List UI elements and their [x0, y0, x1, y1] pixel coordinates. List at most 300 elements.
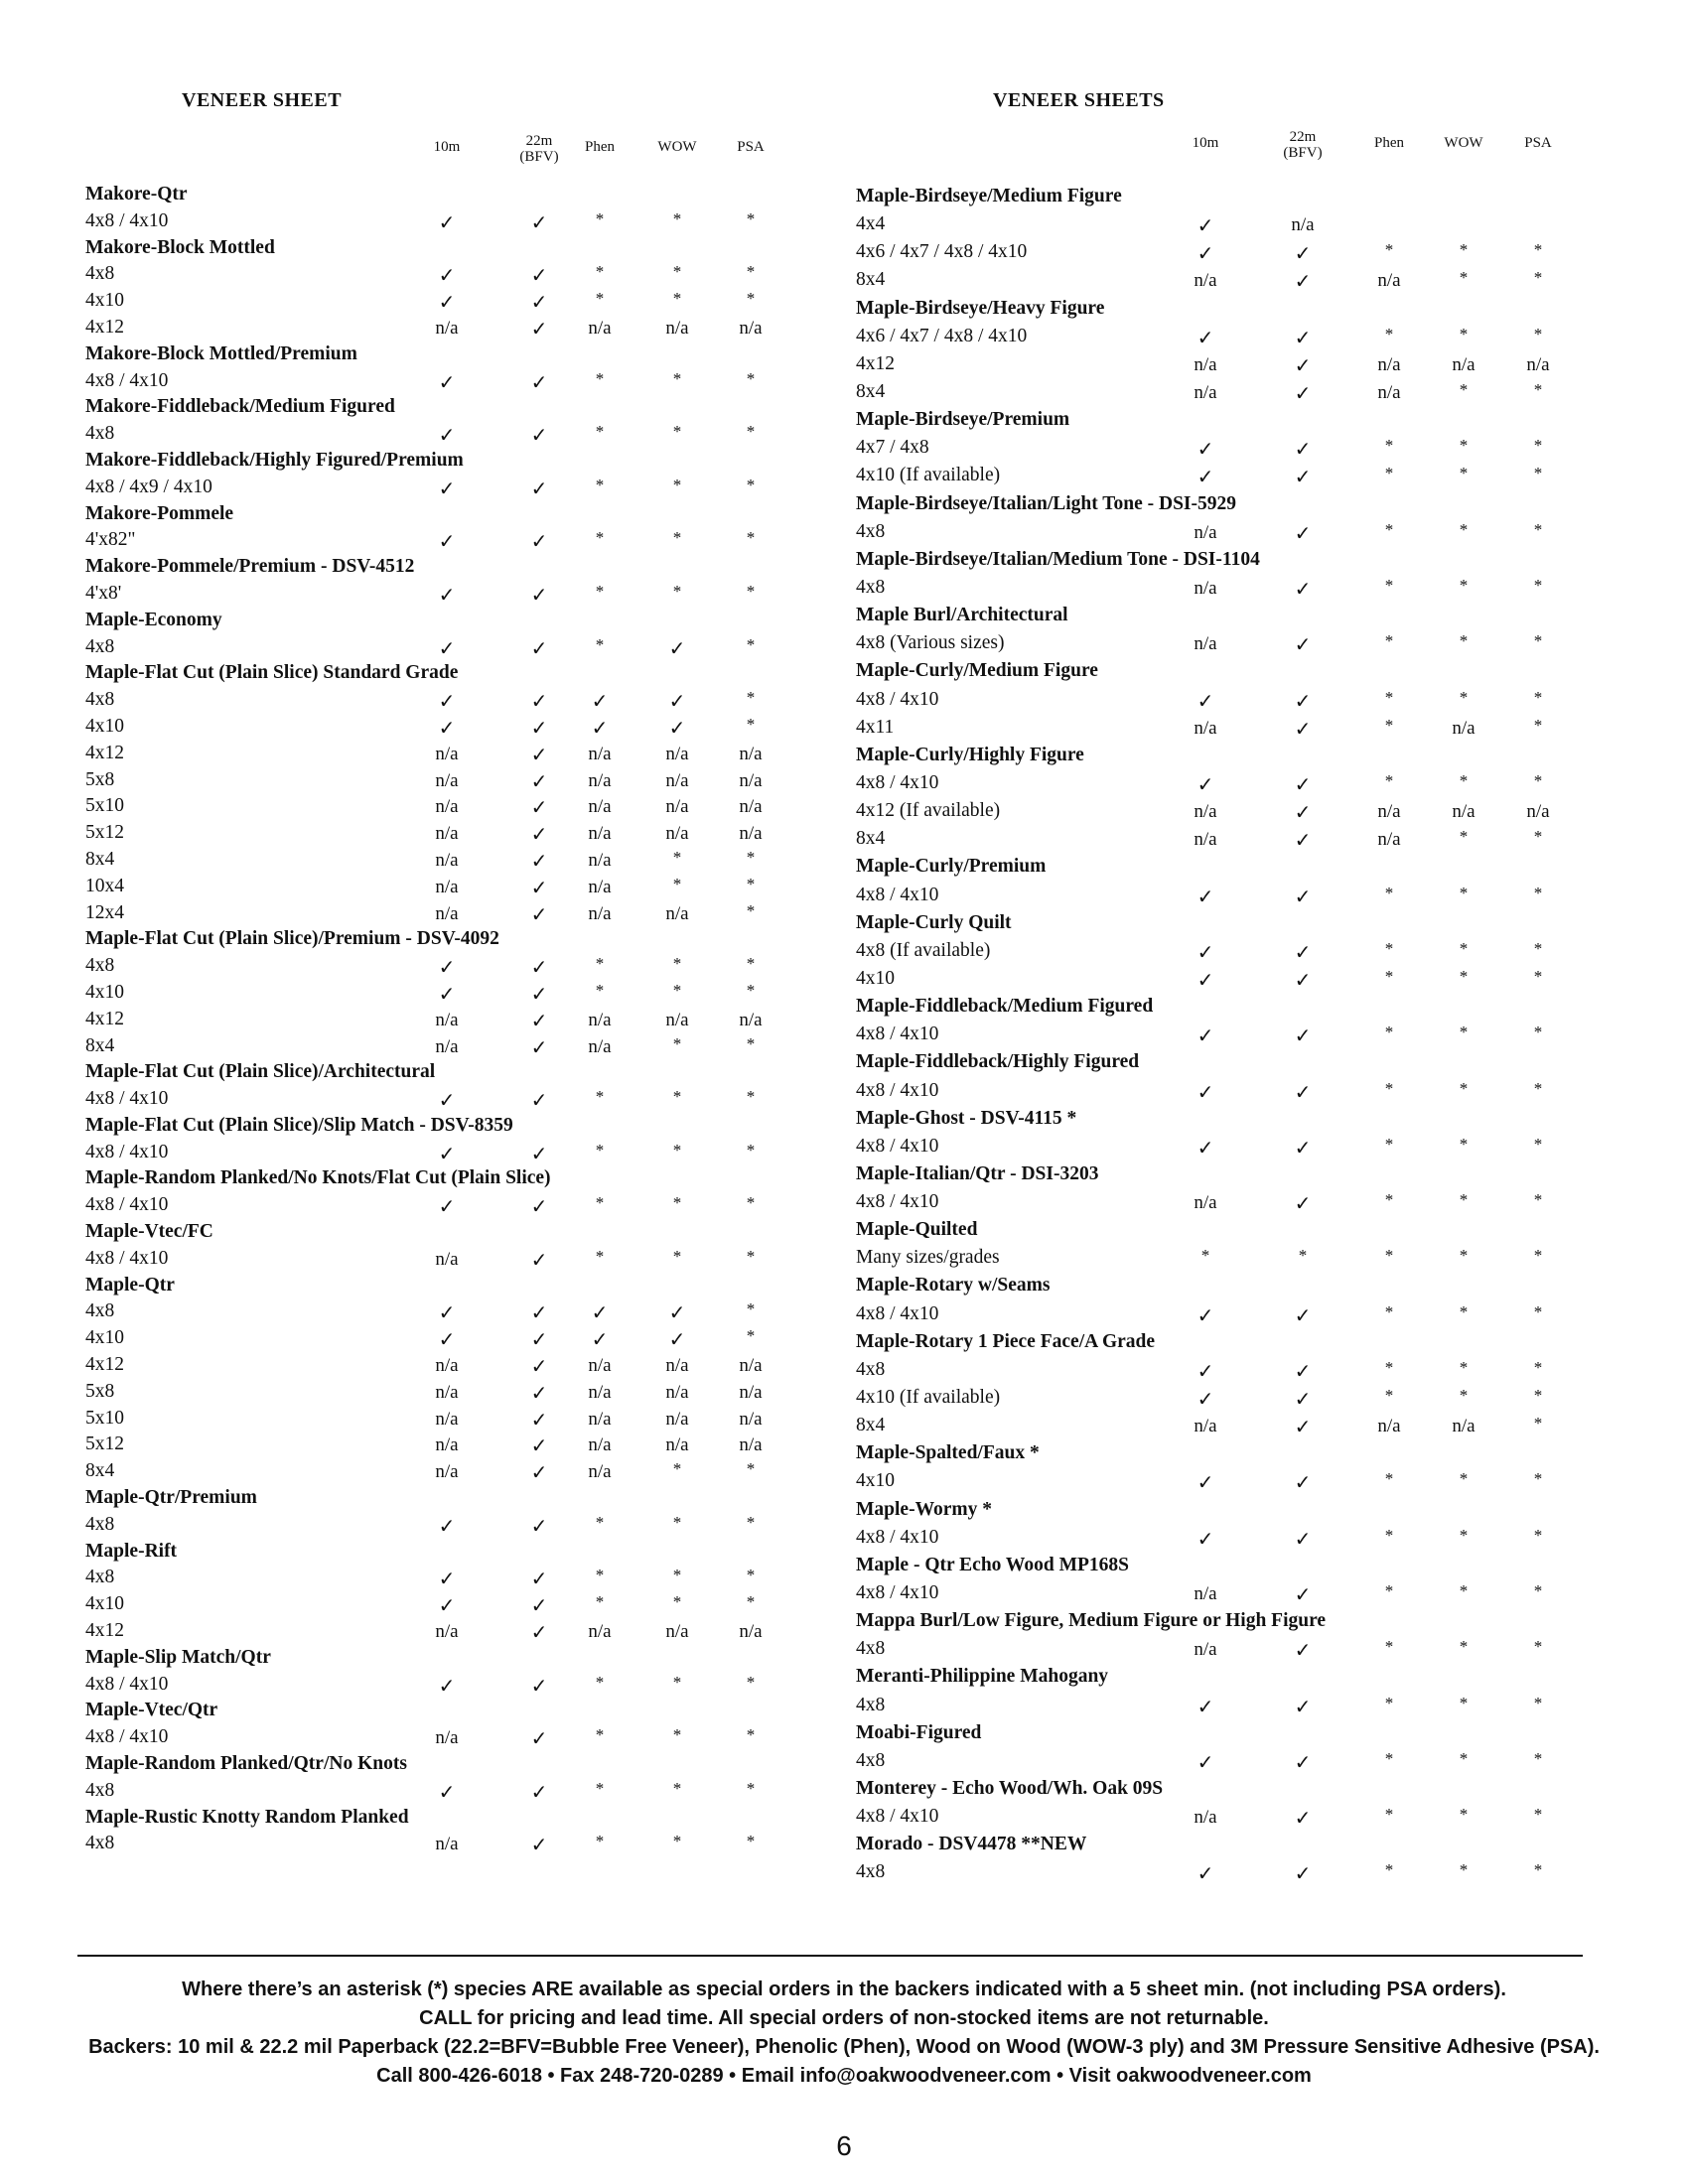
special-order-asterisk: *	[1533, 827, 1543, 847]
species-name: Maple-Curly/Premium	[856, 856, 1047, 878]
species-name: Maple-Vtec/Qtr	[85, 1700, 218, 1721]
size-label: 4x6 / 4x7 / 4x8 / 4x10	[856, 241, 1028, 263]
checkmark-icon: ✓	[1196, 1024, 1214, 1048]
checkmark-icon: ✓	[1294, 1024, 1312, 1048]
checkmark-icon: ✓	[438, 955, 456, 980]
special-order-asterisk: *	[672, 980, 682, 1000]
size-label: 4x12 (If available)	[856, 800, 1001, 822]
not-available-cell: n/a	[435, 1727, 459, 1749]
special-order-asterisk: *	[1459, 1637, 1469, 1657]
special-order-asterisk: *	[1459, 1469, 1469, 1489]
special-order-asterisk: *	[1459, 883, 1469, 902]
not-available-cell: n/a	[1194, 577, 1217, 599]
not-available-cell: n/a	[1194, 829, 1217, 851]
checkmark-icon: ✓	[668, 1327, 686, 1352]
special-order-asterisk: *	[1384, 715, 1394, 735]
size-label: 4x8 / 4x10	[856, 1806, 939, 1828]
special-order-asterisk: *	[672, 1592, 682, 1612]
checkmark-icon: ✓	[1294, 967, 1312, 992]
checkmark-icon: ✓	[1294, 1415, 1312, 1439]
special-order-asterisk: *	[595, 262, 605, 282]
species-name: Mappa Burl/Low Figure, Medium Figure or High Figure	[856, 1610, 1327, 1632]
special-order-asterisk: *	[595, 1193, 605, 1213]
special-order-asterisk: *	[595, 1140, 605, 1160]
size-label: 8x4	[85, 848, 115, 870]
species-name: Maple-Economy	[85, 609, 222, 630]
not-available-cell: n/a	[665, 823, 689, 845]
checkmark-icon: ✓	[530, 689, 548, 714]
checkmark-icon: ✓	[1294, 465, 1312, 489]
special-order-asterisk: *	[595, 475, 605, 494]
checkmark-icon: ✓	[1294, 241, 1312, 266]
checkmark-icon: ✓	[1294, 1582, 1312, 1607]
special-order-asterisk: *	[672, 262, 682, 282]
not-available-cell: n/a	[588, 849, 612, 871]
checkmark-icon: ✓	[668, 689, 686, 714]
right-table-title: VENEER SHEETS	[993, 89, 1165, 111]
footer-line-asterisk: Where there’s an asterisk (*) species ARE available as special orders in the backers indicated with a 5 sheet min. (not including PSA orders).	[182, 1979, 1506, 2000]
checkmark-icon: ✓	[1294, 1638, 1312, 1663]
not-available-cell: n/a	[435, 1461, 459, 1483]
size-label: 4x8	[856, 576, 886, 598]
checkmark-icon: ✓	[668, 1300, 686, 1325]
checkmark-icon: ✓	[1196, 967, 1214, 992]
footer-divider	[77, 1955, 1583, 1957]
checkmark-icon: ✓	[438, 1593, 456, 1618]
not-available-cell: n/a	[1194, 381, 1217, 403]
species-name: Maple-Birdseye/Premium	[856, 409, 1070, 431]
special-order-asterisk: *	[595, 954, 605, 974]
special-order-asterisk: *	[1459, 1357, 1469, 1377]
size-label: 4x10	[85, 981, 124, 1003]
special-order-asterisk: *	[672, 1566, 682, 1585]
checkmark-icon: ✓	[530, 981, 548, 1006]
species-name: Maple-Fiddleback/Highly Figured	[856, 1051, 1140, 1073]
special-order-asterisk: *	[1459, 1301, 1469, 1321]
size-label: 5x8	[85, 768, 115, 790]
checkmark-icon: ✓	[1294, 269, 1312, 294]
special-order-asterisk: *	[746, 1832, 756, 1851]
checkmark-icon: ✓	[530, 1141, 548, 1165]
checkmark-icon: ✓	[530, 209, 548, 234]
special-order-asterisk: *	[1459, 575, 1469, 595]
checkmark-icon: ✓	[530, 768, 548, 793]
not-available-cell: n/a	[435, 1834, 459, 1855]
right-column-header: WOW	[1444, 135, 1483, 151]
not-available-cell: n/a	[435, 743, 459, 764]
checkmark-icon: ✓	[1294, 800, 1312, 825]
not-available-cell: n/a	[435, 769, 459, 791]
size-label: 5x8	[85, 1380, 115, 1402]
checkmark-icon: ✓	[530, 529, 548, 554]
not-available-cell: n/a	[1452, 353, 1476, 375]
special-order-asterisk: *	[1384, 1190, 1394, 1210]
species-name: Maple-Italian/Qtr - DSI-3203	[856, 1162, 1099, 1184]
size-label: 4'x8'	[85, 582, 122, 604]
size-label: 4x8 / 4x10	[856, 1526, 939, 1548]
not-available-cell: n/a	[739, 796, 763, 818]
species-name: Maple-Rotary w/Seams	[856, 1275, 1051, 1297]
checkmark-icon: ✓	[1294, 1079, 1312, 1104]
special-order-asterisk: *	[1533, 268, 1543, 288]
special-order-asterisk: *	[595, 528, 605, 548]
checkmark-icon: ✓	[530, 715, 548, 740]
special-order-asterisk: *	[672, 1672, 682, 1692]
special-order-asterisk: *	[746, 900, 756, 920]
special-order-asterisk: *	[1533, 1525, 1543, 1545]
special-order-asterisk: *	[1459, 379, 1469, 399]
special-order-asterisk: *	[595, 1087, 605, 1107]
checkmark-icon: ✓	[530, 1567, 548, 1591]
species-name: Maple-Flat Cut (Plain Slice)/Architectural	[85, 1061, 436, 1083]
species-name: Maple-Random Planked/No Knots/Flat Cut (Plain Slice)	[85, 1167, 551, 1189]
not-available-cell: n/a	[1377, 1416, 1401, 1437]
special-order-asterisk: *	[1533, 1469, 1543, 1489]
special-order-asterisk: *	[595, 1246, 605, 1266]
right-column-header: 22m (BFV)	[1283, 129, 1323, 161]
left-column-header: PSA	[737, 139, 765, 155]
size-label: 4x8	[856, 1638, 886, 1660]
checkmark-icon: ✓	[1294, 716, 1312, 741]
not-available-cell: n/a	[739, 1434, 763, 1456]
size-label: 4x8 / 4x10	[856, 1582, 939, 1604]
checkmark-icon: ✓	[438, 1327, 456, 1352]
size-label: 4x8 / 4x10	[85, 1141, 169, 1162]
checkmark-icon: ✓	[1294, 1749, 1312, 1774]
checkmark-icon: ✓	[438, 981, 456, 1006]
special-order-asterisk: *	[1459, 464, 1469, 483]
special-order-asterisk: *	[1533, 1134, 1543, 1154]
special-order-asterisk: *	[1533, 1805, 1543, 1825]
not-available-cell: n/a	[739, 1009, 763, 1030]
checkmark-icon: ✓	[530, 1433, 548, 1458]
species-name: Maple-Slip Match/Qtr	[85, 1646, 271, 1668]
not-available-cell: n/a	[1194, 521, 1217, 543]
checkmark-icon: ✓	[1294, 1694, 1312, 1718]
checkmark-icon: ✓	[530, 1300, 548, 1325]
size-label: 4x12	[85, 1620, 124, 1642]
size-label: 4x4	[856, 213, 886, 235]
size-label: 4x8	[85, 689, 115, 711]
checkmark-icon: ✓	[530, 795, 548, 820]
not-available-cell: n/a	[739, 823, 763, 845]
size-label: 4x8	[85, 635, 115, 657]
checkmark-icon: ✓	[530, 875, 548, 899]
checkmark-icon: ✓	[438, 529, 456, 554]
special-order-asterisk: *	[1533, 1414, 1543, 1433]
checkmark-icon: ✓	[668, 715, 686, 740]
size-label: 4x10 (If available)	[856, 465, 1001, 486]
special-order-asterisk: *	[1384, 324, 1394, 343]
checkmark-icon: ✓	[1196, 1526, 1214, 1551]
not-available-cell: n/a	[435, 1408, 459, 1430]
species-name: Maple-Curly Quilt	[856, 911, 1012, 933]
checkmark-icon: ✓	[591, 689, 609, 714]
special-order-asterisk: *	[672, 475, 682, 494]
special-order-asterisk: *	[1533, 1386, 1543, 1406]
not-available-cell: n/a	[1452, 1416, 1476, 1437]
checkmark-icon: ✓	[530, 1460, 548, 1485]
special-order-asterisk: *	[1533, 1693, 1543, 1712]
special-order-asterisk: *	[746, 1246, 756, 1266]
not-available-cell: n/a	[588, 876, 612, 897]
size-label: 5x12	[85, 822, 124, 844]
checkmark-icon: ✓	[438, 1673, 456, 1698]
species-name: Maple-Flat Cut (Plain Slice) Standard Grade	[85, 662, 459, 684]
special-order-asterisk: *	[1384, 436, 1394, 456]
checkmark-icon: ✓	[530, 1620, 548, 1645]
species-name: Maple-Birdseye/Heavy Figure	[856, 297, 1105, 319]
checkmark-icon: ✓	[530, 1327, 548, 1352]
special-order-asterisk: *	[746, 980, 756, 1000]
special-order-asterisk: *	[672, 528, 682, 548]
checkmark-icon: ✓	[1196, 1470, 1214, 1495]
footer-line-backers: Backers: 10 mil & 22.2 mil Paperback (22.2=BFV=Bubble Free Veneer), Phenolic (Phen), Wood on Wood (WOW-3 ply) and 3M Pressure Sensitive Adhesive (PSA).	[88, 2036, 1600, 2058]
species-name: Maple-Rustic Knotty Random Planked	[85, 1806, 409, 1828]
not-available-cell: n/a	[588, 796, 612, 818]
species-name: Meranti-Philippine Mahogany	[856, 1666, 1109, 1688]
size-label: 4x10	[85, 715, 124, 737]
special-order-asterisk: *	[746, 1087, 756, 1107]
not-available-cell: n/a	[1452, 801, 1476, 823]
checkmark-icon: ✓	[530, 1354, 548, 1379]
not-available-cell: n/a	[665, 1381, 689, 1403]
checkmark-icon: ✓	[438, 476, 456, 500]
checkmark-icon: ✓	[1196, 1749, 1214, 1774]
species-name: Maple-Wormy *	[856, 1498, 993, 1520]
special-order-asterisk: *	[1533, 1301, 1543, 1321]
size-label: 4x8	[85, 423, 115, 445]
special-order-asterisk: *	[1459, 631, 1469, 651]
checkmark-icon: ✓	[438, 582, 456, 607]
not-available-cell: n/a	[588, 823, 612, 845]
special-order-asterisk: *	[1533, 687, 1543, 707]
special-order-asterisk: *	[1459, 827, 1469, 847]
size-label: 4x10	[85, 1327, 124, 1349]
checkmark-icon: ✓	[530, 822, 548, 847]
special-order-asterisk: *	[746, 422, 756, 442]
special-order-asterisk: *	[595, 980, 605, 1000]
size-label: 4x10 (If available)	[856, 1387, 1001, 1409]
size-label: 4x8 / 4x10	[85, 1247, 169, 1269]
special-order-asterisk: *	[672, 1193, 682, 1213]
special-order-asterisk: *	[1459, 268, 1469, 288]
species-name: Makore-Pommele	[85, 502, 234, 524]
not-available-cell: n/a	[1526, 353, 1550, 375]
checkmark-icon: ✓	[1294, 576, 1312, 601]
special-order-asterisk: *	[1533, 966, 1543, 986]
size-label: 4x8	[85, 263, 115, 285]
checkmark-icon: ✓	[1294, 1358, 1312, 1383]
checkmark-icon: ✓	[530, 848, 548, 873]
not-available-cell: n/a	[1377, 270, 1401, 292]
not-available-cell: n/a	[1194, 801, 1217, 823]
checkmark-icon: ✓	[530, 1034, 548, 1059]
checkmark-icon: ✓	[1196, 771, 1214, 796]
special-order-asterisk: *	[1533, 1637, 1543, 1657]
special-order-asterisk: *	[746, 847, 756, 867]
checkmark-icon: ✓	[1196, 1135, 1214, 1160]
not-available-cell: n/a	[588, 317, 612, 339]
checkmark-icon: ✓	[1294, 884, 1312, 908]
special-order-asterisk: *	[1533, 770, 1543, 790]
not-available-cell: n/a	[435, 1248, 459, 1270]
checkmark-icon: ✓	[1294, 1861, 1312, 1886]
special-order-asterisk: *	[1533, 240, 1543, 260]
special-order-asterisk: *	[746, 1778, 756, 1798]
species-name: Maple-Random Planked/Qtr/No Knots	[85, 1753, 407, 1775]
checkmark-icon: ✓	[530, 1088, 548, 1113]
checkmark-icon: ✓	[1196, 241, 1214, 266]
not-available-cell: n/a	[665, 1355, 689, 1377]
species-name: Maple Burl/Architectural	[856, 605, 1068, 626]
species-name: Monterey - Echo Wood/Wh. Oak 09S	[856, 1778, 1164, 1800]
size-label: 4x12	[85, 742, 124, 763]
not-available-cell: n/a	[739, 769, 763, 791]
special-order-asterisk: *	[595, 1672, 605, 1692]
checkmark-icon: ✓	[1294, 688, 1312, 713]
special-order-asterisk: *	[746, 475, 756, 494]
species-name: Maple-Birdseye/Medium Figure	[856, 186, 1122, 206]
size-label: 4'x82"	[85, 529, 136, 551]
checkmark-icon: ✓	[1294, 1387, 1312, 1412]
checkmark-icon: ✓	[530, 582, 548, 607]
checkmark-icon: ✓	[1294, 1470, 1312, 1495]
checkmark-icon: ✓	[1196, 1358, 1214, 1383]
special-order-asterisk: *	[1459, 938, 1469, 958]
checkmark-icon: ✓	[438, 635, 456, 660]
special-order-asterisk: *	[595, 1832, 605, 1851]
not-available-cell: n/a	[1194, 270, 1217, 292]
size-label: 8x4	[85, 1034, 115, 1056]
size-label: 4x10	[85, 1593, 124, 1615]
special-order-asterisk: *	[1533, 575, 1543, 595]
size-label: 4x8 / 4x10	[856, 1135, 939, 1157]
special-order-asterisk: *	[1533, 1246, 1543, 1266]
special-order-asterisk: *	[1533, 883, 1543, 902]
special-order-asterisk: *	[746, 1512, 756, 1532]
special-order-asterisk: *	[1384, 1525, 1394, 1545]
not-available-cell: n/a	[588, 769, 612, 791]
size-label: 4x8 (Various sizes)	[856, 632, 1005, 654]
not-available-cell: n/a	[588, 1408, 612, 1430]
special-order-asterisk: *	[746, 1672, 756, 1692]
not-available-cell: n/a	[665, 1621, 689, 1643]
species-name: Makore-Fiddleback/Highly Figured/Premium	[85, 449, 464, 471]
special-order-asterisk: *	[1384, 1693, 1394, 1712]
not-available-cell: n/a	[588, 1461, 612, 1483]
special-order-asterisk: *	[672, 208, 682, 228]
species-name: Maple-Flat Cut (Plain Slice)/Premium - DSV-4092	[85, 928, 499, 950]
size-label: 4x10	[856, 1470, 895, 1492]
size-label: 4x8 / 4x10	[856, 1024, 939, 1045]
species-name: Maple-Qtr	[85, 1274, 175, 1296]
special-order-asterisk: *	[746, 954, 756, 974]
checkmark-icon: ✓	[1294, 352, 1312, 377]
species-name: Makore-Fiddleback/Medium Figured	[85, 396, 395, 418]
special-order-asterisk: *	[672, 847, 682, 867]
special-order-asterisk: *	[595, 1566, 605, 1585]
checkmark-icon: ✓	[438, 1779, 456, 1804]
checkmark-icon: ✓	[1294, 1191, 1312, 1216]
special-order-asterisk: *	[1459, 1190, 1469, 1210]
checkmark-icon: ✓	[1196, 465, 1214, 489]
not-available-cell: n/a	[665, 1009, 689, 1030]
special-order-asterisk: *	[1384, 1469, 1394, 1489]
right-column-header: Phen	[1374, 135, 1404, 151]
checkmark-icon: ✓	[438, 1567, 456, 1591]
checkmark-icon: ✓	[1196, 1861, 1214, 1886]
special-order-asterisk: *	[1384, 1134, 1394, 1154]
special-order-asterisk: *	[1533, 631, 1543, 651]
size-label: 4x8	[856, 520, 886, 542]
special-order-asterisk: *	[1533, 1078, 1543, 1098]
special-order-asterisk: *	[1384, 1637, 1394, 1657]
special-order-asterisk: *	[672, 1725, 682, 1745]
not-available-cell: n/a	[588, 1434, 612, 1456]
left-table-title: VENEER SHEET	[182, 89, 343, 111]
special-order-asterisk: *	[595, 1725, 605, 1745]
special-order-asterisk: *	[672, 422, 682, 442]
size-label: 4x10	[85, 290, 124, 312]
size-label: 8x4	[856, 828, 886, 850]
special-order-asterisk: *	[1533, 379, 1543, 399]
special-order-asterisk: *	[1384, 1301, 1394, 1321]
special-order-asterisk: *	[1459, 1078, 1469, 1098]
species-name: Morado - DSV4478 **NEW	[856, 1834, 1087, 1855]
not-available-cell: n/a	[665, 796, 689, 818]
species-name: Makore-Block Mottled/Premium	[85, 342, 357, 364]
special-order-asterisk: *	[1533, 1357, 1543, 1377]
size-label: 4x8	[856, 1749, 886, 1771]
checkmark-icon: ✓	[591, 1300, 609, 1325]
special-order-asterisk: *	[595, 368, 605, 388]
special-order-asterisk: *	[1298, 1246, 1308, 1266]
special-order-asterisk: *	[672, 1512, 682, 1532]
not-available-cell: n/a	[665, 743, 689, 764]
special-order-asterisk: *	[595, 1778, 605, 1798]
special-order-asterisk: *	[672, 1246, 682, 1266]
size-label: 4x8	[856, 1358, 886, 1380]
not-available-cell: n/a	[739, 1381, 763, 1403]
checkmark-icon: ✓	[1294, 939, 1312, 964]
special-order-asterisk: *	[1533, 519, 1543, 539]
not-available-cell: n/a	[435, 876, 459, 897]
not-available-cell: n/a	[1194, 1192, 1217, 1214]
checkmark-icon: ✓	[530, 263, 548, 288]
size-label: 4x12	[85, 1008, 124, 1029]
size-label: 4x8 / 4x10	[85, 369, 169, 391]
special-order-asterisk: *	[1459, 1748, 1469, 1768]
special-order-asterisk: *	[672, 1778, 682, 1798]
special-order-asterisk: *	[1384, 770, 1394, 790]
special-order-asterisk: *	[672, 289, 682, 309]
size-label: 5x12	[85, 1433, 124, 1455]
special-order-asterisk: *	[672, 1033, 682, 1053]
special-order-asterisk: *	[746, 634, 756, 654]
species-name: Maple-Ghost - DSV-4115 *	[856, 1107, 1077, 1129]
not-available-cell: n/a	[739, 1408, 763, 1430]
left-column-header: 10m	[433, 139, 461, 155]
not-available-cell: n/a	[435, 1621, 459, 1643]
special-order-asterisk: *	[746, 262, 756, 282]
checkmark-icon: ✓	[530, 1194, 548, 1219]
checkmark-icon: ✓	[530, 1380, 548, 1405]
special-order-asterisk: *	[595, 289, 605, 309]
special-order-asterisk: *	[1459, 1860, 1469, 1880]
special-order-asterisk: *	[672, 1832, 682, 1851]
checkmark-icon: ✓	[438, 423, 456, 448]
